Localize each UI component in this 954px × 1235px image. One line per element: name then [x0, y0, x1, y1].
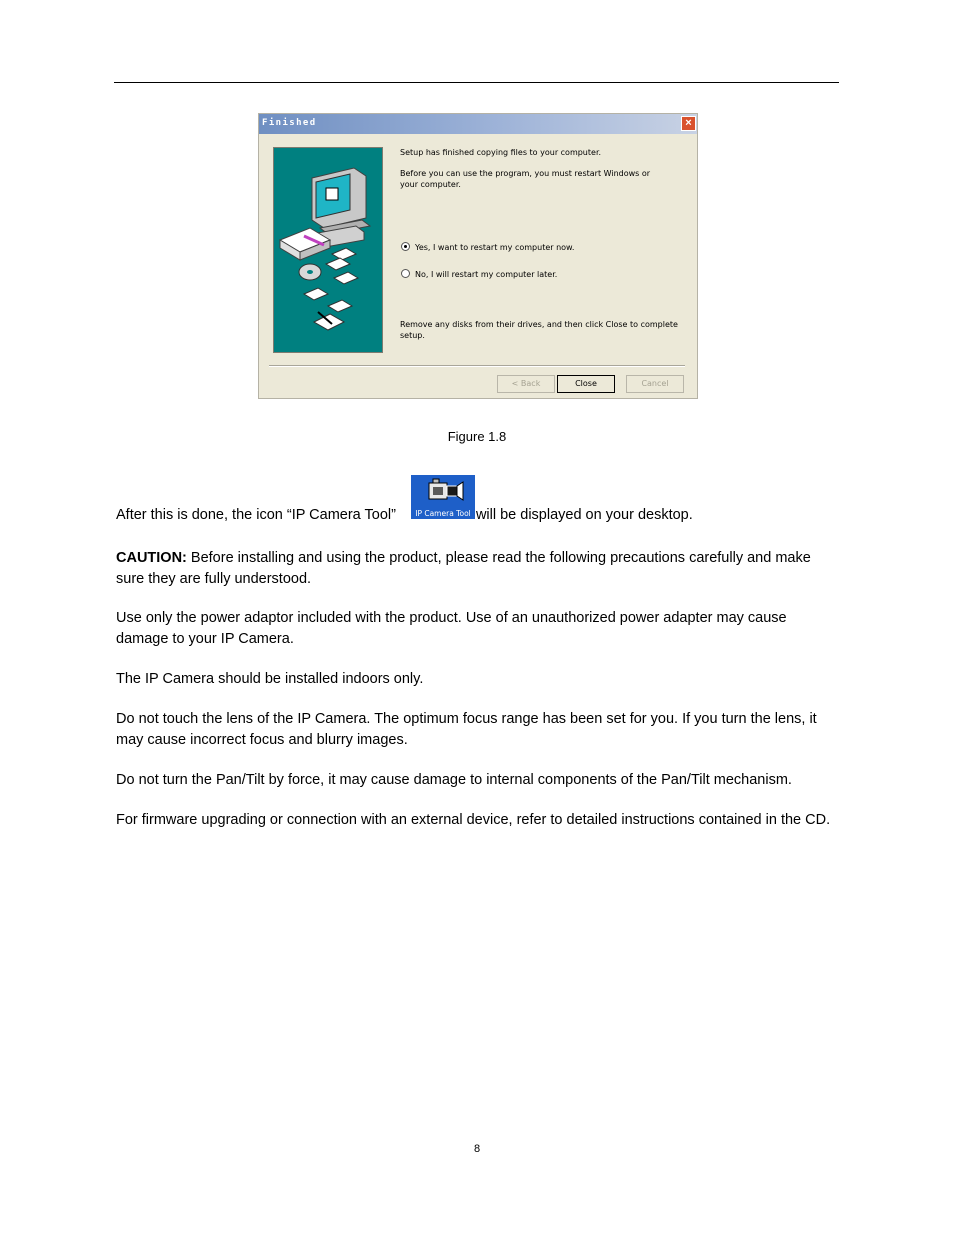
ip-camera-tool-label: IP Camera Tool — [415, 509, 471, 518]
back-button[interactable]: < Back — [497, 375, 555, 393]
cancel-button[interactable]: Cancel — [626, 375, 684, 393]
lens-paragraph: Do not touch the lens of the IP Camera. The optimum focus range has been set for you. If you turn the lens, it may cause incorrect focus and blurry images. — [116, 711, 817, 748]
indoors-paragraph: The IP Camera should be installed indoors only. — [116, 671, 424, 687]
restart-now-label: Yes, I want to restart my computer now. — [415, 243, 575, 252]
caution-text: Before installing and using the product, please read the following precautions carefully and make sure they are fully understood. — [116, 550, 811, 587]
computer-disks-icon — [274, 148, 382, 352]
remove-disks-message: Remove any disks from their drives, and then click Close to complete setup. — [400, 320, 678, 340]
icon-paragraph — [116, 505, 841, 526]
radio-unselected-icon[interactable] — [401, 269, 410, 278]
firmware-paragraph: For firmware upgrading or connection with an external device, refer to detailed instructions contained in the CD. — [116, 812, 831, 828]
dialog-separator — [269, 365, 685, 367]
ip-camera-tool-icon[interactable] — [411, 475, 475, 519]
icon-paragraph-lead: After this is done, the icon “IP Camera Tool” — [116, 507, 396, 523]
header-rule — [114, 82, 839, 83]
dialog-titlebar[interactable] — [259, 114, 697, 134]
restart-later-label: No, I will restart my computer later. — [415, 270, 558, 279]
restart-later-option[interactable] — [401, 269, 557, 281]
pan-tilt-paragraph: Do not turn the Pan/Tilt by force, it may cause damage to internal components of the Pan/Tilt mechanism. — [116, 772, 792, 788]
setup-illustration — [273, 147, 383, 353]
close-icon[interactable]: × — [681, 116, 696, 131]
icon-paragraph-tail: will be displayed on your desktop. — [475, 507, 693, 523]
radio-selected-icon[interactable] — [401, 242, 410, 251]
caution-paragraph — [116, 548, 841, 590]
finished-message: Setup has finished copying files to your computer. — [400, 148, 602, 157]
restart-message: Before you can use the program, you must restart Windows or your computer. — [400, 169, 651, 189]
setup-finished-dialog — [258, 113, 698, 399]
restart-now-option[interactable] — [401, 242, 574, 254]
power-adaptor-paragraph: Use only the power adaptor included with the product. Use of an unauthorized power adapter may cause damage to your IP Camera. — [116, 610, 787, 647]
dialog-title: Finished — [262, 118, 317, 128]
figure-caption: Figure 1.8 — [447, 429, 507, 444]
close-button[interactable]: Close — [557, 375, 615, 393]
caution-label: CAUTION: — [116, 550, 187, 566]
page-number: 8 — [473, 1143, 481, 1155]
camera-icon — [411, 477, 475, 511]
